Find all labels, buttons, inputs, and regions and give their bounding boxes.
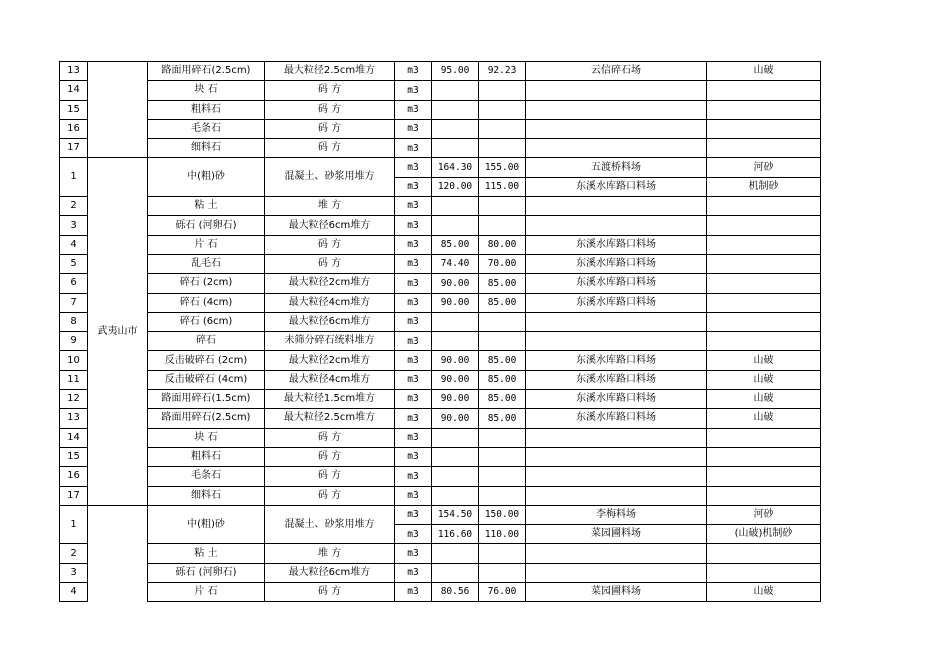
price1-cell (432, 428, 479, 447)
source-cell (526, 312, 707, 331)
price1-cell (432, 447, 479, 466)
material-name-cell: 中(粗)砂 (148, 158, 265, 197)
material-name-cell: 粗料石 (148, 447, 265, 466)
spec-cell: 最大粒径1.5cm堆方 (265, 390, 395, 409)
spec-cell: 码 方 (265, 428, 395, 447)
price2-cell (479, 81, 526, 100)
price1-cell (432, 563, 479, 582)
unit-cell: m3 (395, 583, 432, 602)
spec-cell: 码 方 (265, 583, 395, 602)
material-name-cell: 路面用碎石(1.5cm) (148, 390, 265, 409)
unit-cell: m3 (395, 119, 432, 138)
table-row (60, 274, 821, 293)
spec-cell: 码 方 (265, 254, 395, 273)
price1-cell: 90.00 (432, 370, 479, 389)
note-cell: 山破 (707, 583, 821, 602)
material-name-cell: 路面用碎石(2.5cm) (148, 409, 265, 428)
unit-cell: m3 (395, 62, 432, 81)
price2-cell: 92.23 (479, 62, 526, 81)
table-row (60, 216, 821, 235)
price2-cell (479, 216, 526, 235)
source-cell (526, 197, 707, 216)
spec-cell: 堆 方 (265, 197, 395, 216)
table-row (60, 332, 821, 351)
row-number-cell: 14 (60, 81, 88, 100)
note-cell (707, 467, 821, 486)
material-name-cell: 片 石 (148, 583, 265, 602)
material-name-cell: 毛条石 (148, 467, 265, 486)
table-row (60, 235, 821, 254)
row-number-cell: 10 (60, 351, 88, 370)
price2-cell (479, 332, 526, 351)
source-cell (526, 332, 707, 351)
price1-cell: 116.60 (432, 525, 479, 544)
spec-cell: 最大粒径4cm堆方 (265, 370, 395, 389)
unit-cell: m3 (395, 81, 432, 100)
unit-cell: m3 (395, 216, 432, 235)
price2-cell: 85.00 (479, 409, 526, 428)
price1-cell: 154.50 (432, 505, 479, 524)
price1-cell (432, 139, 479, 158)
note-cell (707, 274, 821, 293)
material-name-cell: 砾石 (河卵石) (148, 563, 265, 582)
material-name-cell: 粘 土 (148, 197, 265, 216)
unit-cell: m3 (395, 428, 432, 447)
unit-cell: m3 (395, 177, 432, 196)
price1-cell (432, 100, 479, 119)
table-row (60, 505, 821, 524)
spec-cell: 最大粒径2cm堆方 (265, 351, 395, 370)
price2-cell (479, 467, 526, 486)
source-cell (526, 563, 707, 582)
note-cell (707, 293, 821, 312)
unit-cell: m3 (395, 563, 432, 582)
source-cell: 菜园圃料场 (526, 525, 707, 544)
note-cell: 山破 (707, 370, 821, 389)
row-number-cell: 1 (60, 505, 88, 544)
price2-cell (479, 447, 526, 466)
source-cell: 东溪水库路口料场 (526, 254, 707, 273)
table-row (60, 544, 821, 563)
unit-cell: m3 (395, 370, 432, 389)
material-name-cell: 碎石 (2cm) (148, 274, 265, 293)
row-number-cell: 4 (60, 235, 88, 254)
price2-cell: 85.00 (479, 351, 526, 370)
table-row (60, 62, 821, 81)
price2-cell: 85.00 (479, 293, 526, 312)
spec-cell: 最大粒径6cm堆方 (265, 563, 395, 582)
price2-cell: 110.00 (479, 525, 526, 544)
unit-cell: m3 (395, 544, 432, 563)
price2-cell: 115.00 (479, 177, 526, 196)
price1-cell: 164.30 (432, 158, 479, 177)
unit-cell: m3 (395, 409, 432, 428)
table-row (60, 81, 821, 100)
row-number-cell: 2 (60, 197, 88, 216)
row-number-cell: 7 (60, 293, 88, 312)
spec-cell: 混凝土、砂浆用堆方 (265, 158, 395, 197)
row-number-cell: 12 (60, 390, 88, 409)
spec-cell: 最大粒径2.5cm堆方 (265, 409, 395, 428)
unit-cell: m3 (395, 447, 432, 466)
price2-cell: 70.00 (479, 254, 526, 273)
material-price-table (59, 61, 821, 602)
table-row (60, 100, 821, 119)
row-number-cell: 5 (60, 254, 88, 273)
spec-cell: 码 方 (265, 119, 395, 138)
material-name-cell: 粘 土 (148, 544, 265, 563)
note-cell: 河砂 (707, 505, 821, 524)
price1-cell (432, 544, 479, 563)
row-number-cell: 4 (60, 583, 88, 602)
table-row (60, 428, 821, 447)
note-cell: 山破 (707, 409, 821, 428)
table-row (60, 467, 821, 486)
price1-cell: 90.00 (432, 390, 479, 409)
material-name-cell: 碎石 (6cm) (148, 312, 265, 331)
price1-cell: 85.00 (432, 235, 479, 254)
table-body (60, 62, 821, 602)
material-name-cell: 块 石 (148, 81, 265, 100)
source-cell: 东溪水库路口料场 (526, 370, 707, 389)
material-name-cell: 砾石 (河卵石) (148, 216, 265, 235)
table-row (60, 293, 821, 312)
source-cell (526, 447, 707, 466)
region-cell: 武夷山市 (88, 158, 148, 505)
price1-cell: 80.56 (432, 583, 479, 602)
note-cell: 山破 (707, 62, 821, 81)
source-cell: 东溪水库路口料场 (526, 274, 707, 293)
price2-cell (479, 119, 526, 138)
note-cell (707, 100, 821, 119)
source-cell: 东溪水库路口料场 (526, 351, 707, 370)
material-name-cell: 中(粗)砂 (148, 505, 265, 544)
row-number-cell: 2 (60, 544, 88, 563)
spec-cell: 最大粒径2cm堆方 (265, 274, 395, 293)
row-number-cell: 9 (60, 332, 88, 351)
price2-cell (479, 486, 526, 505)
spec-cell: 码 方 (265, 467, 395, 486)
source-cell (526, 428, 707, 447)
row-number-cell: 14 (60, 428, 88, 447)
unit-cell: m3 (395, 158, 432, 177)
price1-cell: 95.00 (432, 62, 479, 81)
table-row (60, 583, 821, 602)
note-cell: 机制砂 (707, 177, 821, 196)
material-name-cell: 碎石 (4cm) (148, 293, 265, 312)
region-cell (88, 62, 148, 158)
table-row (60, 197, 821, 216)
spec-cell: 码 方 (265, 100, 395, 119)
price2-cell: 80.00 (479, 235, 526, 254)
price2-cell (479, 197, 526, 216)
material-name-cell: 块 石 (148, 428, 265, 447)
unit-cell: m3 (395, 100, 432, 119)
source-cell: 东溪水库路口料场 (526, 409, 707, 428)
spec-cell: 码 方 (265, 447, 395, 466)
material-name-cell: 路面用碎石(2.5cm) (148, 62, 265, 81)
source-cell: 东溪水库路口料场 (526, 293, 707, 312)
price2-cell (479, 100, 526, 119)
table-row (60, 370, 821, 389)
table-row (60, 312, 821, 331)
spec-cell: 最大粒径6cm堆方 (265, 312, 395, 331)
material-name-cell: 碎石 (148, 332, 265, 351)
note-cell (707, 447, 821, 466)
source-cell (526, 81, 707, 100)
note-cell (707, 544, 821, 563)
table-row (60, 563, 821, 582)
unit-cell: m3 (395, 505, 432, 524)
note-cell (707, 235, 821, 254)
unit-cell: m3 (395, 351, 432, 370)
note-cell (707, 254, 821, 273)
unit-cell: m3 (395, 525, 432, 544)
note-cell (707, 312, 821, 331)
unit-cell: m3 (395, 312, 432, 331)
price2-cell: 76.00 (479, 583, 526, 602)
note-cell (707, 81, 821, 100)
spec-cell: 码 方 (265, 81, 395, 100)
note-cell (707, 119, 821, 138)
material-name-cell: 毛条石 (148, 119, 265, 138)
note-cell (707, 332, 821, 351)
table-row (60, 119, 821, 138)
price2-cell: 150.00 (479, 505, 526, 524)
price1-cell (432, 216, 479, 235)
table-row (60, 409, 821, 428)
row-number-cell: 16 (60, 467, 88, 486)
table-row (60, 447, 821, 466)
table-row (60, 254, 821, 273)
unit-cell: m3 (395, 197, 432, 216)
row-number-cell: 1 (60, 158, 88, 197)
price2-cell (479, 563, 526, 582)
source-cell (526, 216, 707, 235)
note-cell (707, 428, 821, 447)
unit-cell: m3 (395, 486, 432, 505)
row-number-cell: 3 (60, 563, 88, 582)
price1-cell (432, 332, 479, 351)
unit-cell: m3 (395, 390, 432, 409)
source-cell: 五渡桥料场 (526, 158, 707, 177)
note-cell (707, 563, 821, 582)
note-cell: 河砂 (707, 158, 821, 177)
source-cell: 东溪水库路口料场 (526, 390, 707, 409)
price1-cell: 120.00 (432, 177, 479, 196)
material-name-cell: 片 石 (148, 235, 265, 254)
note-cell (707, 139, 821, 158)
row-number-cell: 15 (60, 100, 88, 119)
table-row (60, 351, 821, 370)
price1-cell: 90.00 (432, 274, 479, 293)
material-name-cell: 细料石 (148, 139, 265, 158)
source-cell (526, 544, 707, 563)
spec-cell: 码 方 (265, 139, 395, 158)
note-cell: (山破)机制砂 (707, 525, 821, 544)
row-number-cell: 3 (60, 216, 88, 235)
source-cell (526, 100, 707, 119)
spec-cell: 码 方 (265, 486, 395, 505)
row-number-cell: 15 (60, 447, 88, 466)
row-number-cell: 13 (60, 62, 88, 81)
note-cell: 山破 (707, 390, 821, 409)
source-cell: 东溪水库路口料场 (526, 235, 707, 254)
material-name-cell: 细料石 (148, 486, 265, 505)
spec-cell: 最大粒径6cm堆方 (265, 216, 395, 235)
spec-cell: 最大粒径2.5cm堆方 (265, 62, 395, 81)
price2-cell (479, 544, 526, 563)
source-cell: 云信碎石场 (526, 62, 707, 81)
price1-cell (432, 312, 479, 331)
row-number-cell: 16 (60, 119, 88, 138)
row-number-cell: 17 (60, 139, 88, 158)
spec-cell: 混凝土、砂浆用堆方 (265, 505, 395, 544)
price1-cell (432, 467, 479, 486)
price1-cell: 74.40 (432, 254, 479, 273)
source-cell: 东溪水库路口料场 (526, 177, 707, 196)
price2-cell: 85.00 (479, 390, 526, 409)
table-row (60, 139, 821, 158)
spec-cell: 堆 方 (265, 544, 395, 563)
region-cell (88, 505, 148, 601)
table-row (60, 486, 821, 505)
unit-cell: m3 (395, 293, 432, 312)
price1-cell (432, 119, 479, 138)
price1-cell (432, 486, 479, 505)
spec-cell: 码 方 (265, 235, 395, 254)
source-cell: 李梅料场 (526, 505, 707, 524)
spec-cell: 未筛分碎石统料堆方 (265, 332, 395, 351)
material-name-cell: 乱毛石 (148, 254, 265, 273)
price1-cell: 90.00 (432, 293, 479, 312)
note-cell (707, 197, 821, 216)
source-cell (526, 139, 707, 158)
material-name-cell: 反击破碎石 (2cm) (148, 351, 265, 370)
unit-cell: m3 (395, 467, 432, 486)
price2-cell (479, 428, 526, 447)
price2-cell: 85.00 (479, 274, 526, 293)
price1-cell (432, 197, 479, 216)
row-number-cell: 11 (60, 370, 88, 389)
unit-cell: m3 (395, 274, 432, 293)
row-number-cell: 13 (60, 409, 88, 428)
price2-cell (479, 139, 526, 158)
price1-cell: 90.00 (432, 409, 479, 428)
row-number-cell: 8 (60, 312, 88, 331)
unit-cell: m3 (395, 332, 432, 351)
source-cell (526, 467, 707, 486)
table-row (60, 390, 821, 409)
source-cell (526, 119, 707, 138)
unit-cell: m3 (395, 235, 432, 254)
price1-cell: 90.00 (432, 351, 479, 370)
unit-cell: m3 (395, 254, 432, 273)
row-number-cell: 17 (60, 486, 88, 505)
spec-cell: 最大粒径4cm堆方 (265, 293, 395, 312)
price2-cell: 155.00 (479, 158, 526, 177)
material-name-cell: 粗料石 (148, 100, 265, 119)
table-row (60, 158, 821, 177)
unit-cell: m3 (395, 139, 432, 158)
row-number-cell: 6 (60, 274, 88, 293)
note-cell (707, 486, 821, 505)
note-cell: 山破 (707, 351, 821, 370)
price2-cell (479, 312, 526, 331)
price1-cell (432, 81, 479, 100)
price2-cell: 85.00 (479, 370, 526, 389)
material-name-cell: 反击破碎石 (4cm) (148, 370, 265, 389)
note-cell (707, 216, 821, 235)
source-cell (526, 486, 707, 505)
source-cell: 菜园圃料场 (526, 583, 707, 602)
